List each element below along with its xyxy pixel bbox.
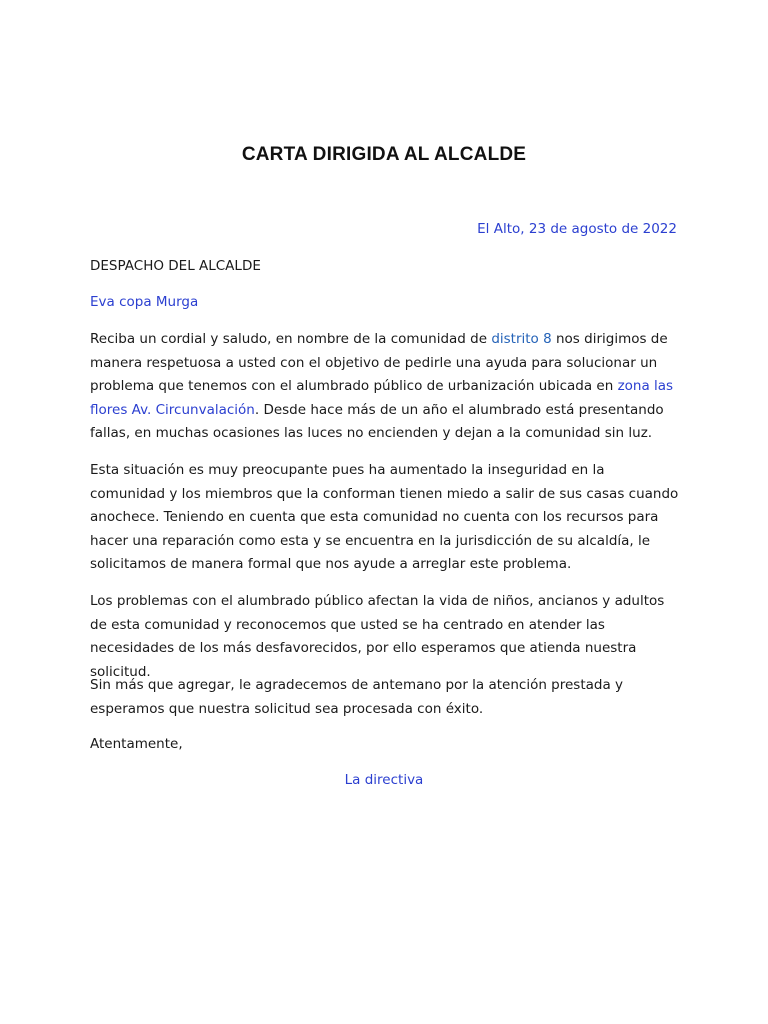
paragraph-greeting xyxy=(90,328,680,446)
district-reference: distrito 8 xyxy=(491,331,552,347)
letter-title: CARTA DIRIGIDA AL ALCALDE xyxy=(241,144,527,165)
recipient-name: Eva copa Murga xyxy=(90,294,199,310)
paragraph-greeting-text-1: Reciba un cordial y saludo, en nombre de la comunidad de xyxy=(90,331,492,347)
letter-date: El Alto, 23 de agosto de 2022 xyxy=(477,221,677,237)
letter-recipient: DESPACHO DEL ALCALDE xyxy=(90,258,261,274)
letter-closing: Atentamente, xyxy=(90,736,183,752)
letter-signature: La directiva xyxy=(344,772,424,788)
paragraph-greeting-text-3: . Desde hace más de un año el alumbrado está presentando fallas, en muchas ocasiones las luces no encienden y dejan a la comunidad sin luz. xyxy=(90,401,664,442)
paragraph-situation: Esta situación es muy preocupante pues ha aumentado la inseguridad en la comunidad y los miembros que la conforman tienen miedo a salir de sus casas cuando anochece. Teniendo en cuenta que esta comunidad no cuenta con los recursos para hacer una reparación como esta y se encuentra en la jurisdicción de su alcaldía, le solicitamos de manera formal que nos ayude a arreglar este problema. xyxy=(90,462,679,573)
paragraph-greeting-text-2: nos dirigimos de manera respetuosa a usted con el objetivo de pedirle una ayuda para solucionar un problema que tenemos con el alumbrado público de urbanización ubicada en xyxy=(90,331,668,395)
paragraph-problems: Los problemas con el alumbrado público afectan la vida de niños, ancianos y adultos de esta comunidad y reconocemos que usted se ha centrado en atender las necesidades de los más desfavorecidos, por ello esperamos que atienda nuestra solicitud. xyxy=(90,593,665,680)
zone-reference: zona las flores Av. Circunvalación xyxy=(90,378,674,418)
paragraph-thanks: Sin más que agregar, le agradecemos de antemano por la atención prestada y esperamos que nuestra solicitud sea procesada con éxito. xyxy=(90,677,624,717)
